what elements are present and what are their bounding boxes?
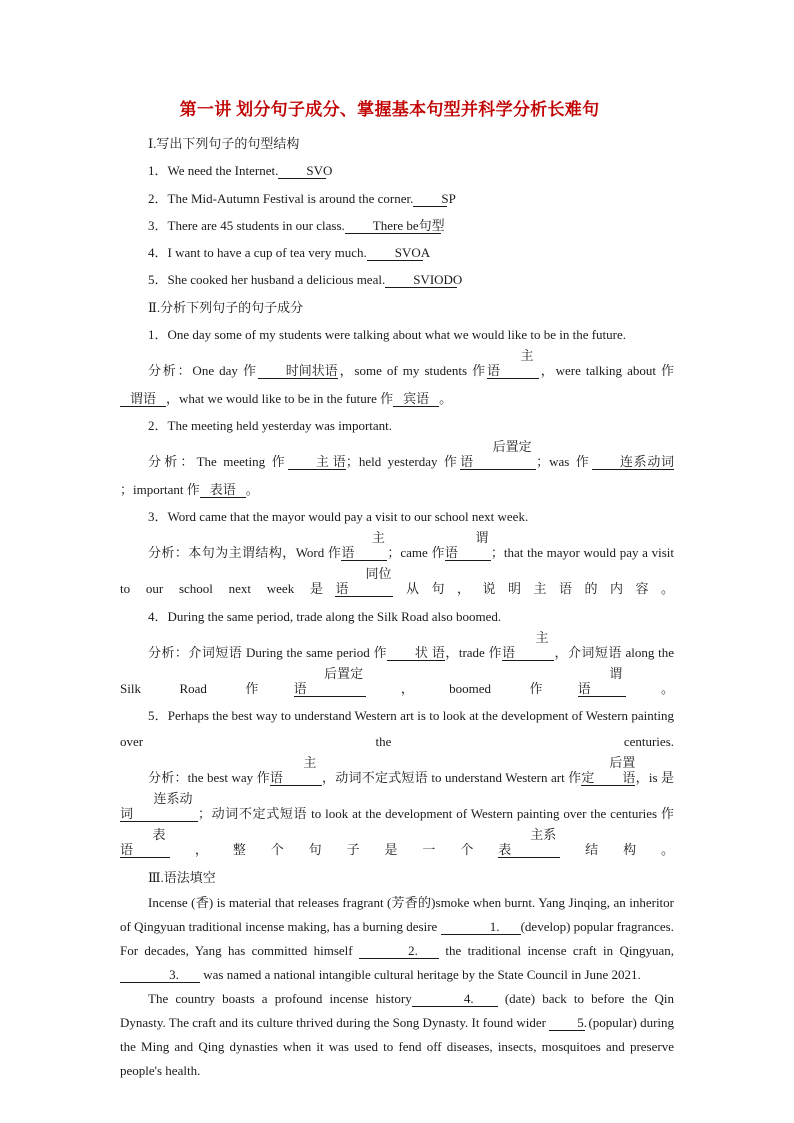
analysis-text: ；动词不定式短语 to look at the development of Western painting over the centuries 作 bbox=[198, 805, 674, 821]
analysis bbox=[120, 530, 674, 603]
analysis bbox=[120, 630, 674, 703]
analysis-text: 从句，说明主语的内容。 bbox=[393, 581, 674, 597]
item-number: 3． bbox=[148, 217, 168, 233]
answer-blank: There be句型 bbox=[345, 218, 441, 234]
question-sentence: 5．Perhaps the best way to understand Western art is to look at the development of Western painting over the centuries. bbox=[120, 707, 674, 749]
answer-blank: 主语 bbox=[341, 530, 387, 561]
answer-blank: SVO bbox=[278, 163, 326, 179]
analysis-text: ，what we would like to be in the future 作 bbox=[166, 390, 394, 406]
section-heading-2: Ⅱ.分析下列句子的句子成分 bbox=[148, 299, 304, 315]
analysis bbox=[120, 348, 674, 384]
part1-item bbox=[120, 185, 674, 212]
passage-text: (develop) popular fragrances. For decades, Yang has committed himself bbox=[120, 918, 674, 958]
blank-1[interactable]: 1. bbox=[441, 919, 521, 935]
answer-blank: 后置定语 bbox=[460, 439, 536, 470]
item-number: 2． bbox=[148, 190, 168, 206]
analysis-text: ，trade 作 bbox=[444, 645, 503, 661]
analysis-text: ，介词短语 along the Silk Road 作 bbox=[120, 645, 674, 697]
analysis-text: ，动词不定式短语 to understand Western art 作 bbox=[321, 769, 582, 785]
item-text: She cooked her husband a delicious meal. bbox=[167, 272, 386, 288]
passage-text: Incense (香) is material that releases fragrant (芳香的)smoke when burnt. Yang Jinqing, an inheritor of Qingyuan traditional incense making, has a burning desire bbox=[120, 894, 674, 934]
passage-text: was named a national intangible cultural heritage by the State Council in June 2021. bbox=[203, 966, 641, 982]
answer-blank: 主系表 bbox=[498, 827, 560, 858]
analysis bbox=[120, 439, 674, 475]
answer-blank: 宾语 bbox=[393, 391, 439, 407]
analysis-text: 分析：本句为主谓结构，Word 作 bbox=[148, 545, 342, 561]
analysis-text: ，is 是 bbox=[635, 769, 674, 785]
part1-item bbox=[120, 212, 674, 239]
page-title: 第一讲 划分句子成分、掌握基本句型并科学分析长难句 bbox=[179, 100, 600, 119]
part1-item bbox=[120, 239, 674, 266]
answer-blank: 谓语 bbox=[578, 666, 626, 697]
question-sentence: 4．During the same period, trade along the Silk Road also boomed. bbox=[148, 608, 502, 624]
answer-blank: 表语 bbox=[120, 827, 170, 858]
part1-item bbox=[120, 266, 674, 293]
blank-5[interactable]: 5. bbox=[549, 1015, 585, 1031]
answer-blank: 谓语 bbox=[445, 530, 491, 561]
analysis-cont bbox=[120, 476, 674, 503]
analysis-text: ，整个句子是一个 bbox=[170, 842, 499, 858]
answer-blank: 状语 bbox=[387, 645, 445, 661]
analysis-text: 。 bbox=[625, 681, 674, 697]
question-sentence: 3．Word came that the mayor would pay a visit to our school next week. bbox=[148, 508, 529, 524]
passage-text: (date) back to before the Qin Dynasty. The craft and its culture thrived during the Song Dynasty. It found wider bbox=[120, 990, 674, 1030]
answer-blank: 谓语 bbox=[120, 391, 166, 407]
blank-4[interactable]: 4. bbox=[412, 991, 498, 1007]
analysis-text: ；was 作 bbox=[536, 454, 592, 470]
blank-2[interactable]: 2. bbox=[359, 943, 439, 959]
analysis-text: 。 bbox=[245, 481, 259, 497]
answer-blank: 连系动词 bbox=[592, 454, 674, 470]
section-heading-3: Ⅲ.语法填空 bbox=[148, 869, 216, 885]
passage-paragraph-1 bbox=[120, 891, 674, 987]
analysis-text: 结构。 bbox=[560, 842, 674, 858]
answer-blank: 后置定语 bbox=[581, 754, 636, 785]
question-sentence: 1．One day some of my students were talking about what we would like to be in the future. bbox=[148, 327, 627, 343]
answer-blank: 主语 bbox=[270, 755, 322, 786]
answer-blank: 主语 bbox=[502, 630, 554, 661]
answer-blank: 后置定语 bbox=[294, 666, 366, 697]
item-number: 1． bbox=[148, 163, 168, 179]
answer-blank: 同位语 bbox=[335, 566, 392, 597]
blank-3[interactable]: 3. bbox=[120, 967, 200, 983]
answer-blank: 主语 bbox=[288, 454, 346, 470]
answer-blank: 主语 bbox=[487, 348, 539, 379]
analysis-text: ；that the mayor would pay a visit to our school next week 是 bbox=[120, 545, 674, 597]
answer-blank: 时间状语 bbox=[258, 363, 338, 379]
item-text: We need the Internet. bbox=[167, 163, 279, 179]
answer-blank: SVIODO bbox=[385, 272, 457, 288]
analysis-text: ；came 作 bbox=[387, 545, 445, 561]
analysis-text: 。 bbox=[439, 390, 453, 406]
analysis-text: 分析：介词短语 During the same period 作 bbox=[148, 645, 387, 661]
passage-paragraph-2 bbox=[120, 987, 674, 1083]
document-body bbox=[120, 95, 674, 1083]
item-text: I want to have a cup of tea very much. bbox=[167, 245, 367, 261]
analysis-text: 分析：the best way 作 bbox=[148, 769, 270, 785]
question-sentence: 2．The meeting held yesterday was important. bbox=[148, 417, 393, 433]
answer-blank: 连系动词 bbox=[120, 791, 198, 822]
analysis-text: ，were talking about 作 bbox=[538, 363, 675, 379]
item-number: 5． bbox=[148, 272, 168, 288]
answer-blank: 表语 bbox=[200, 482, 246, 498]
analysis-text: 分析：The meeting 作 bbox=[148, 454, 288, 470]
analysis-text: ，boomed 作 bbox=[365, 681, 578, 697]
answer-blank: SP bbox=[413, 191, 447, 207]
item-number: 4． bbox=[148, 245, 168, 261]
analysis bbox=[120, 755, 674, 864]
section-heading-1: Ⅰ.写出下列句子的句型结构 bbox=[148, 136, 300, 151]
passage-text: The country boasts a profound incense history bbox=[148, 990, 412, 1006]
part1-item bbox=[120, 157, 674, 184]
analysis-text: 分析：One day 作 bbox=[148, 363, 258, 379]
item-text: There are 45 students in our class. bbox=[167, 217, 345, 233]
answer-blank: SVOA bbox=[367, 245, 423, 261]
analysis-text: ；held yesterday 作 bbox=[345, 454, 461, 470]
passage-text: (popular) during the Ming and Qing dynasties when it was used to fend off diseases, insects, mosquitoes and preserve people's health. bbox=[120, 1014, 675, 1078]
analysis-text: ；important 作 bbox=[120, 481, 200, 497]
item-text: The Mid-Autumn Festival is around the corner. bbox=[167, 190, 414, 206]
analysis-text: ，some of my students 作 bbox=[337, 363, 487, 379]
passage-text: the traditional incense craft in Qingyuan, bbox=[445, 942, 675, 958]
analysis-cont bbox=[120, 385, 674, 412]
